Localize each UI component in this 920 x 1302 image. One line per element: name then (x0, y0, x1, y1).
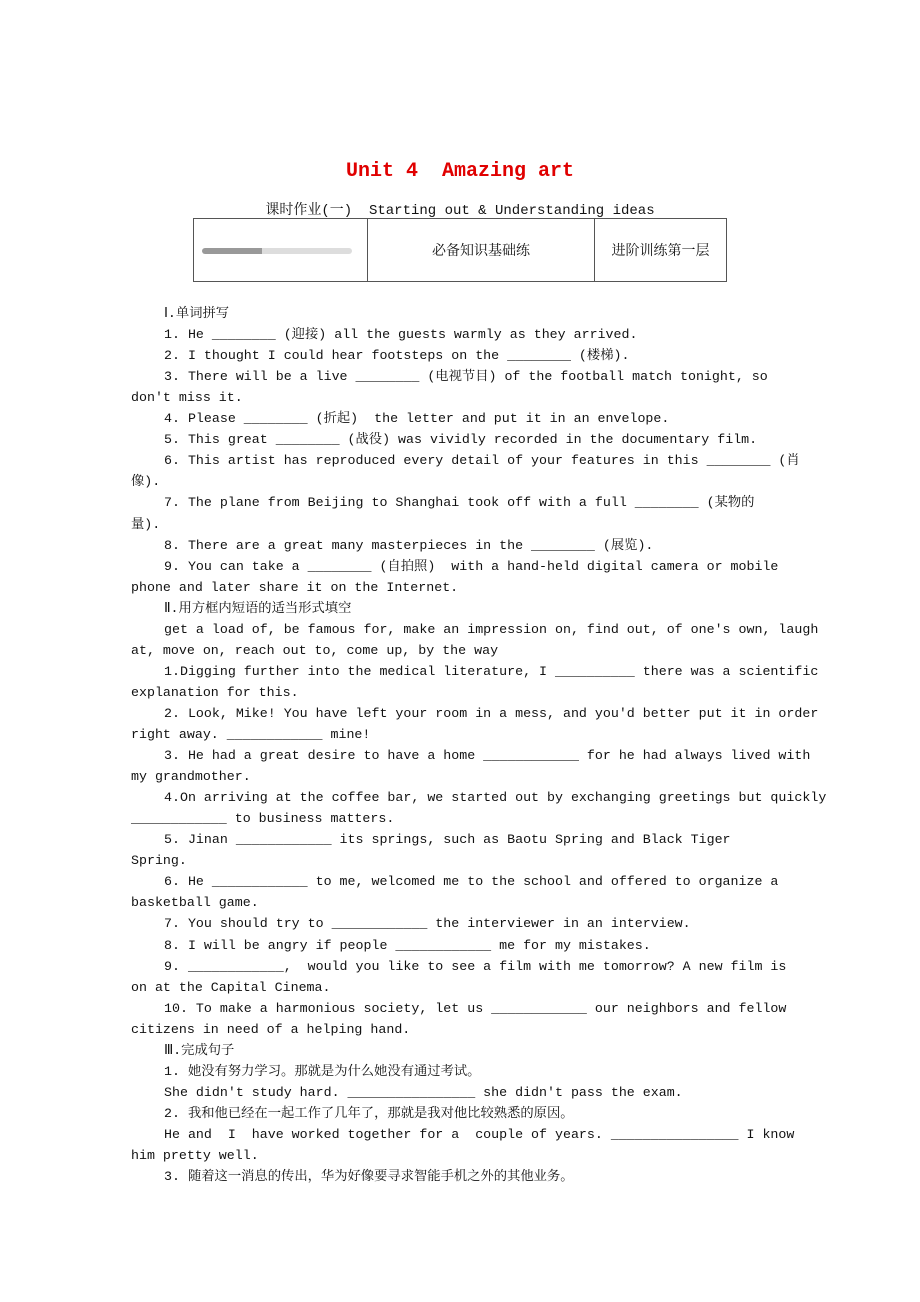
badge-image (202, 248, 352, 254)
text-line: on at the Capital Cinema. (131, 979, 331, 995)
text-line: 8. I will be angry if people ____________ me for my mistakes. (164, 937, 651, 953)
text-line: my grandmother. (131, 769, 251, 785)
lesson-subtitle: 课时作业(一) Starting out & Understanding ideas (265, 203, 655, 219)
text-line: 6. This artist has reproduced every detail of your features in this ________ (肖 (164, 453, 800, 469)
text-line: 3. There will be a live ________ (电视节目) of the football match tonight, so (164, 369, 768, 385)
text-line: 量). (131, 516, 161, 532)
text-line: 2. I thought I could hear footsteps on the ________ (楼梯). (164, 348, 630, 364)
text-line: citizens in need of a helping hand. (131, 1021, 411, 1037)
text-line: 6. He ____________ to me, welcomed me to the school and offered to organize a (164, 874, 779, 890)
page-title: Unit 4 Amazing art (345, 160, 575, 183)
text-line: basketball game. (131, 895, 259, 911)
header-cell-basic: 必备知识基础练 (368, 219, 595, 282)
text-line: 4. Please ________ (折起) the letter and put it in an envelope. (164, 411, 670, 427)
text-line: 8. There are a great many masterpieces in the ________ (展览). (164, 537, 654, 553)
text-line: 4.On arriving at the coffee bar, we started out by exchanging greetings but quickly (164, 790, 827, 806)
text-line: at, move on, reach out to, come up, by the way (131, 642, 499, 658)
header-cell-advanced: 进阶训练第一层 (595, 219, 727, 282)
text-line: She didn't study hard. ________________ she didn't pass the exam. (164, 1084, 683, 1100)
text-line: 7. You should try to ____________ the interviewer in an interview. (164, 916, 691, 932)
text-line: him pretty well. (131, 1148, 259, 1163)
text-line: get a load of, be famous for, make an impression on, find out, of one's own, laugh (164, 621, 819, 637)
text-line: phone and later share it on the Internet. (131, 579, 459, 595)
text-line: ____________ to business matters. (131, 811, 395, 827)
text-line: 7. The plane from Beijing to Shanghai took off with a full ________ (某物的 (164, 495, 755, 511)
text-line: 像). (131, 474, 161, 490)
text-line: He and I have worked together for a couple of years. ________________ I know (164, 1126, 795, 1142)
text-line: 2. 我和他已经在一起工作了几年了，那就是我对他比较熟悉的原因。 (164, 1105, 574, 1121)
text-line: don't miss it. (131, 390, 243, 406)
text-line: 1.Digging further into the medical literature, I __________ there was a scientific (164, 663, 819, 679)
text-line: 3. 随着这一消息的传出，华为好像要寻求智能手机之外的其他业务。 (164, 1169, 574, 1185)
text-line: Spring. (131, 853, 187, 869)
text-line: 1. He ________ (迎接) all the guests warmly as they arrived. (164, 327, 638, 343)
text-line: 9. You can take a ________ (自拍照) with a hand-held digital camera or mobile (164, 558, 779, 574)
text-line: 5. Jinan ____________ its springs, such as Baotu Spring and Black Tiger (164, 832, 731, 848)
text-line: 3. He had a great desire to have a home ____________ for he had always lived with (164, 748, 811, 764)
text-line: 5. This great ________ (战役) was vividly recorded in the documentary film. (164, 432, 758, 448)
header-badge-cell (194, 219, 368, 282)
text-line: Ⅰ.单词拼写 (164, 306, 230, 321)
text-line: Ⅱ.用方框内短语的适当形式填空 (164, 600, 352, 616)
text-line: 9. ____________, would you like to see a film with me tomorrow? A new film is (164, 958, 787, 974)
text-line: 10. To make a harmonious society, let us ____________ our neighbors and fellow (164, 1000, 787, 1016)
text-line: 1. 她没有努力学习。那就是为什么她没有通过考试。 (164, 1063, 481, 1079)
text-line: explanation for this. (131, 684, 299, 700)
text-line: 2. Look, Mike! You have left your room in a mess, and you'd better put it in order (164, 705, 819, 721)
header-table (193, 218, 727, 282)
text-line: right away. ____________ mine! (131, 727, 371, 742)
text-line: Ⅲ.完成句子 (164, 1042, 235, 1058)
